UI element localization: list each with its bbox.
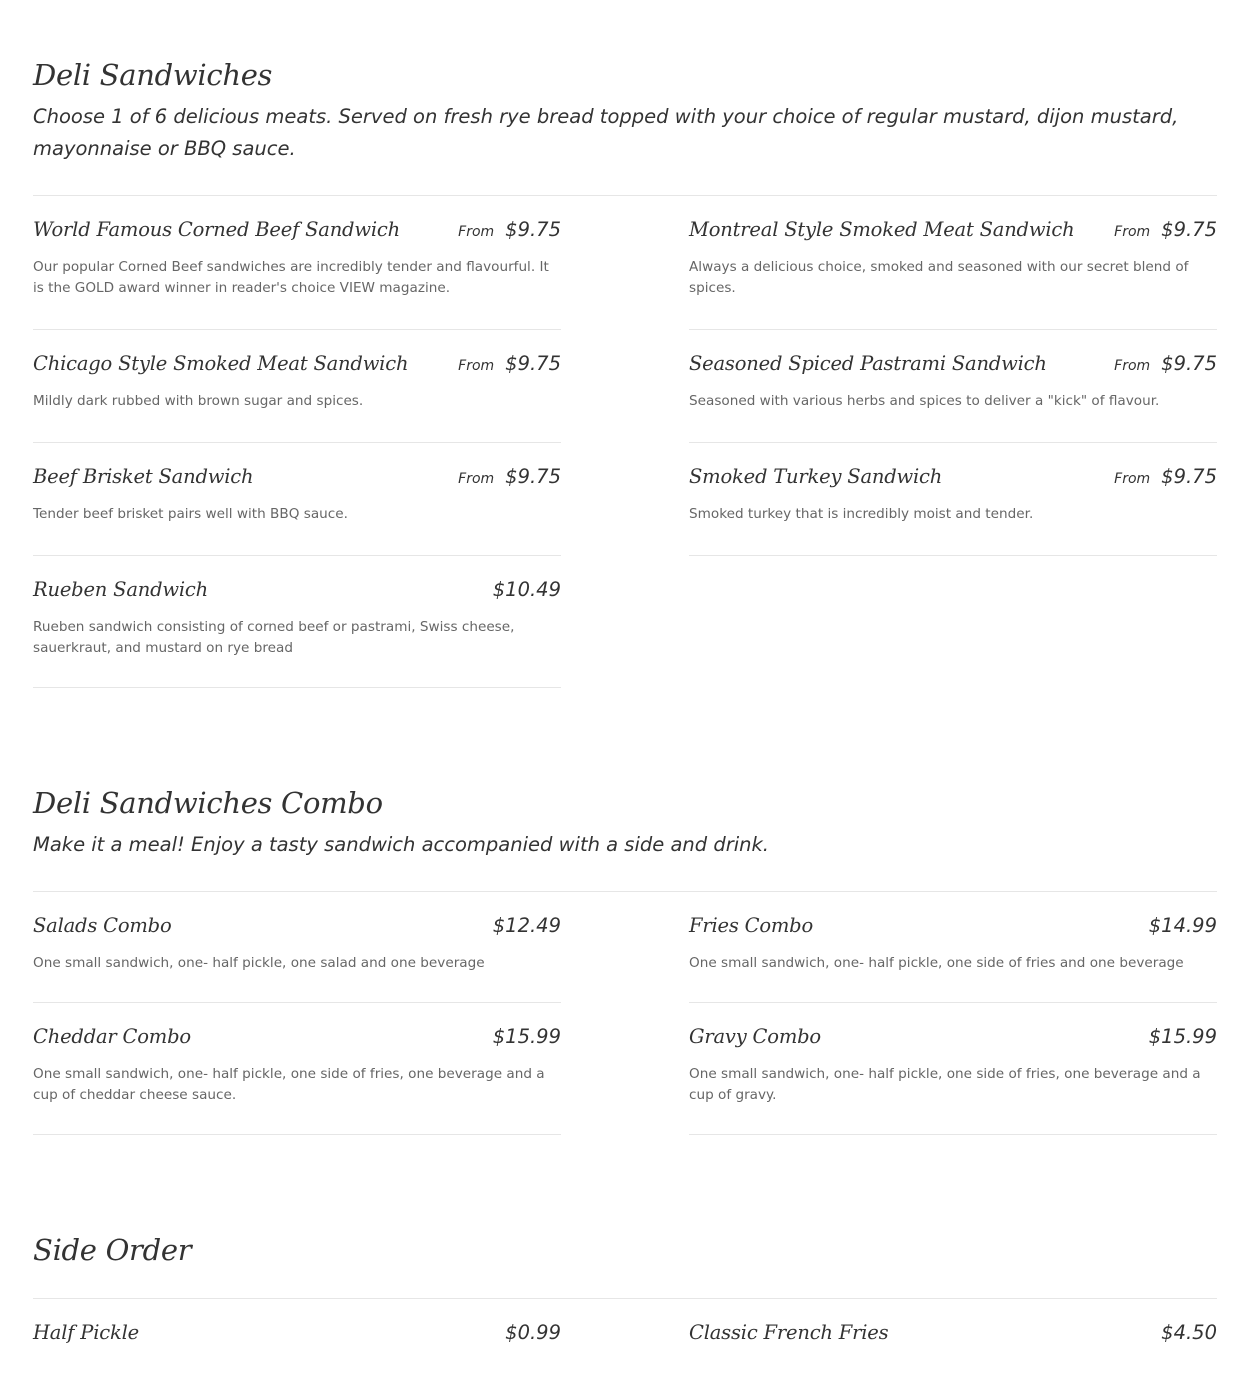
section-deli-sandwiches-combo — [33, 786, 1217, 861]
item-description: One small sandwich, one- half pickle, one side of fries, one beverage and a cup of cheddar cheese sauce. — [33, 1066, 545, 1103]
menu-column-left — [33, 196, 561, 688]
price-amount: $15.99 — [492, 1025, 561, 1048]
menu-item — [689, 196, 1217, 330]
menu-column-left — [33, 1299, 561, 1381]
menu-item — [33, 1299, 561, 1381]
menu-item — [689, 443, 1217, 556]
item-description: Mildly dark rubbed with brown sugar and spices. — [33, 393, 364, 409]
item-description: One small sandwich, one- half pickle, one side of fries and one beverage — [689, 955, 1184, 971]
price-from-label: From — [1114, 471, 1151, 487]
item-name: Classic French Fries — [689, 1321, 889, 1344]
item-description: Seasoned with various herbs and spices to deliver a "kick" of flavour. — [689, 393, 1160, 409]
item-price — [458, 218, 561, 241]
menu-column-right — [689, 892, 1217, 1135]
price-from-label: From — [458, 471, 495, 487]
price-from-label: From — [458, 224, 495, 240]
item-description: Our popular Corned Beef sandwiches are incredibly tender and flavourful. It is the GOLD award winner in reader's choice VIEW magazine. — [33, 259, 549, 296]
section-side-order — [33, 1233, 1217, 1267]
price-amount: $9.75 — [1161, 352, 1217, 375]
price-amount: $9.75 — [505, 218, 561, 241]
menu-column-right — [689, 196, 1217, 556]
menu-item — [33, 330, 561, 443]
menu-item — [33, 196, 561, 330]
item-price — [1149, 914, 1217, 937]
item-description: Tender beef brisket pairs well with BBQ sauce. — [33, 506, 348, 522]
price-from-label: From — [1114, 358, 1151, 374]
menu-column-left — [33, 892, 561, 1135]
section-title: Deli Sandwiches Combo — [33, 786, 383, 820]
price-amount: $9.75 — [1161, 465, 1217, 488]
menu-item — [33, 443, 561, 556]
price-amount: $9.75 — [505, 465, 561, 488]
item-price — [1114, 218, 1217, 241]
price-from-label: From — [1114, 224, 1151, 240]
item-description: Always a delicious choice, smoked and seasoned with our secret blend of spices. — [689, 259, 1189, 296]
price-amount: $4.50 — [1161, 1321, 1217, 1344]
menu-item — [33, 556, 561, 688]
price-amount: $12.49 — [492, 914, 561, 937]
menu-column-right — [689, 1299, 1217, 1381]
item-price — [493, 578, 561, 601]
item-description: Smoked turkey that is incredibly moist and tender. — [689, 506, 1034, 522]
item-name: Rueben Sandwich — [33, 578, 208, 601]
item-price — [505, 1321, 561, 1344]
item-price — [458, 352, 561, 375]
item-price — [1114, 352, 1217, 375]
item-name: Beef Brisket Sandwich — [33, 465, 254, 488]
item-name: Gravy Combo — [689, 1025, 821, 1048]
price-amount: $9.75 — [505, 352, 561, 375]
section-title: Deli Sandwiches — [33, 58, 273, 92]
item-name: Smoked Turkey Sandwich — [689, 465, 943, 488]
section-title: Side Order — [33, 1233, 192, 1267]
item-price — [458, 465, 561, 488]
section-deli-sandwiches — [33, 58, 1217, 165]
menu-item — [33, 1003, 561, 1135]
menu-item — [689, 330, 1217, 443]
section-description: Make it a meal! Enjoy a tasty sandwich accompanied with a side and drink. — [33, 833, 770, 856]
item-price — [1149, 1025, 1217, 1048]
item-description: One small sandwich, one- half pickle, one salad and one beverage — [33, 955, 485, 971]
item-name: Montreal Style Smoked Meat Sandwich — [689, 218, 1075, 241]
item-name: Fries Combo — [689, 914, 814, 937]
menu-item — [33, 892, 561, 1003]
item-name: Half Pickle — [33, 1321, 139, 1344]
menu-item — [689, 1003, 1217, 1135]
price-amount: $9.75 — [1161, 218, 1217, 241]
item-description: Rueben sandwich consisting of corned beef or pastrami, Swiss cheese, sauerkraut, and mustard on rye bread — [33, 619, 515, 656]
item-price — [493, 914, 561, 937]
item-name: Chicago Style Smoked Meat Sandwich — [33, 352, 409, 375]
item-description: One small sandwich, one- half pickle, one side of fries, one beverage and a cup of gravy. — [689, 1066, 1201, 1103]
item-price — [1114, 465, 1217, 488]
item-name: Cheddar Combo — [33, 1025, 191, 1048]
menu-item — [689, 892, 1217, 1003]
item-price — [1161, 1321, 1217, 1344]
price-amount: $14.99 — [1148, 914, 1217, 937]
item-name: Salads Combo — [33, 914, 172, 937]
price-amount: $15.99 — [1148, 1025, 1217, 1048]
item-name: Seasoned Spiced Pastrami Sandwich — [689, 352, 1047, 375]
item-name: World Famous Corned Beef Sandwich — [33, 218, 400, 241]
price-from-label: From — [458, 358, 495, 374]
item-price — [493, 1025, 561, 1048]
section-description: Choose 1 of 6 delicious meats. Served on fresh rye bread topped with your choice of regular mustard, dijon mustard, mayonnaise or BBQ sauce. — [33, 105, 1179, 160]
price-amount: $10.49 — [492, 578, 561, 601]
price-amount: $0.99 — [505, 1321, 561, 1344]
menu-item — [689, 1299, 1217, 1381]
